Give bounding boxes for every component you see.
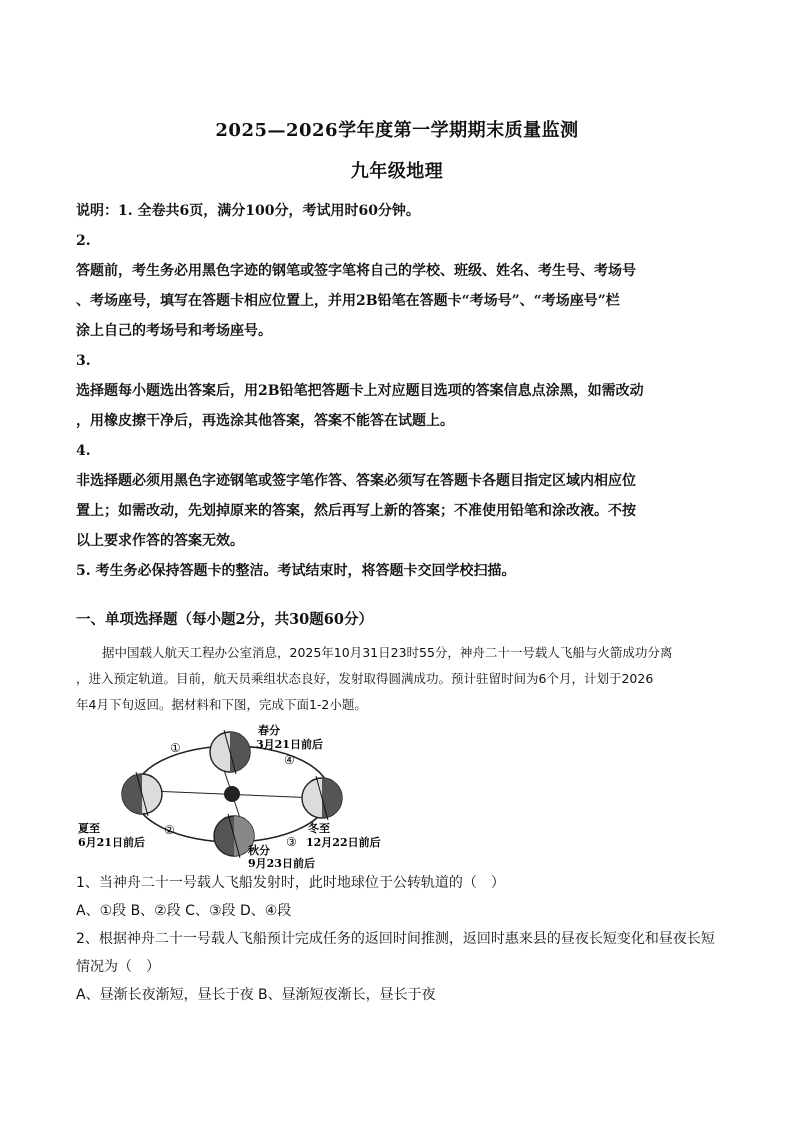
instruction-line: 以上要求作答的答案无效。 (76, 533, 244, 549)
instruction-line: 涂上自己的考场号和考场座号。 (76, 323, 272, 339)
earth-winter (302, 776, 342, 820)
exam-title: 2025—2026学年度第一学期期末质量监测 (215, 120, 579, 141)
exam-subject: 九年级地理 (350, 161, 444, 182)
label-winter: 冬至 (308, 822, 330, 835)
instruction-line: 3. (76, 353, 91, 369)
instruction-line: 置上；如需改动，先划掉原来的答案，然后再写上新的答案；不准使用铅笔和涂改液。不按 (76, 503, 636, 519)
passage-line: 年4月下旬返回。据材料和下图，完成下面1-2小题。 (76, 697, 367, 712)
instruction-line: 非选择题必须用黑色字迹钢笔或签字笔作答、答案必须写在答题卡各题目指定区域内相应位 (76, 473, 636, 489)
earth-spring (210, 730, 250, 774)
reading-passage (76, 640, 726, 718)
label-summer-date: 6月21日前后 (78, 836, 145, 849)
instruction-line: 5. 考生务必保持答题卡的整洁。考试结束时，将答题卡交回学校扫描。 (76, 563, 516, 579)
instruction-line: 2. (76, 233, 91, 249)
section-heading: 一、单项选择题（每小题2分，共30题60分） (76, 611, 373, 628)
passage-line: ，进入预定轨道。目前，航天员乘组状态良好，发射取得圆满成功。预计驻留时间为6个月，计划于2026 (76, 671, 654, 686)
instructions (76, 196, 726, 586)
segment-3: ③ (286, 835, 297, 849)
instruction-line: 4. (76, 443, 91, 459)
question-2-line1: 2、根据神舟二十一号载人飞船预计完成任务的返回时间推测，返回时惠来县的昼夜长短变化和昼夜长短 (76, 931, 715, 947)
instruction-line: 、考场座号，填写在答题卡相应位置上，并用2B铅笔在答题卡“考场号”、“考场座号”栏 (76, 293, 620, 309)
instruction-line: ，用橡皮擦干净后，再选涂其他答案，答案不能答在试题上。 (76, 413, 454, 429)
question-2-options: A、昼渐长夜渐短，昼长于夜 B、昼渐短夜渐长，昼长于夜 (76, 987, 436, 1003)
label-spring-date: 3月21日前后 (256, 738, 323, 751)
earth-summer (122, 772, 162, 816)
passage-line: 据中国载人航天工程办公室消息，2025年10月31日23时55分，神舟二十一号载人飞船与火箭成功分离 (102, 645, 673, 660)
segment-2: ② (164, 823, 175, 837)
instruction-line: 说明：1. 全卷共6页，满分100分，考试用时60分钟。 (76, 203, 420, 219)
instruction-line: 答题前，考生务必用黑色字迹的钢笔或签字笔将自己的学校、班级、姓名、考生号、考场号 (76, 263, 636, 279)
label-autumn: 秋分 (248, 844, 270, 857)
label-autumn-date: 9月23日前后 (248, 857, 315, 870)
label-spring: 春分 (258, 724, 280, 737)
sun (224, 786, 240, 802)
question-1-options: A、①段 B、②段 C、③段 D、④段 (76, 903, 292, 919)
earth-orbit-diagram (70, 722, 390, 870)
label-summer: 夏至 (78, 822, 100, 835)
question-2-line2: 情况为（ ） (76, 959, 160, 975)
segment-4: ④ (284, 753, 295, 767)
segment-1: ① (170, 741, 181, 755)
instruction-line: 选择题每小题选出答案后，用2B铅笔把答题卡上对应题目选项的答案信息点涂黑，如需改动 (76, 383, 644, 399)
question-1: 1、当神舟二十一号载人飞船发射时，此时地球位于公转轨道的（ ） (76, 875, 505, 891)
label-winter-date: 12月22日前后 (306, 836, 381, 849)
